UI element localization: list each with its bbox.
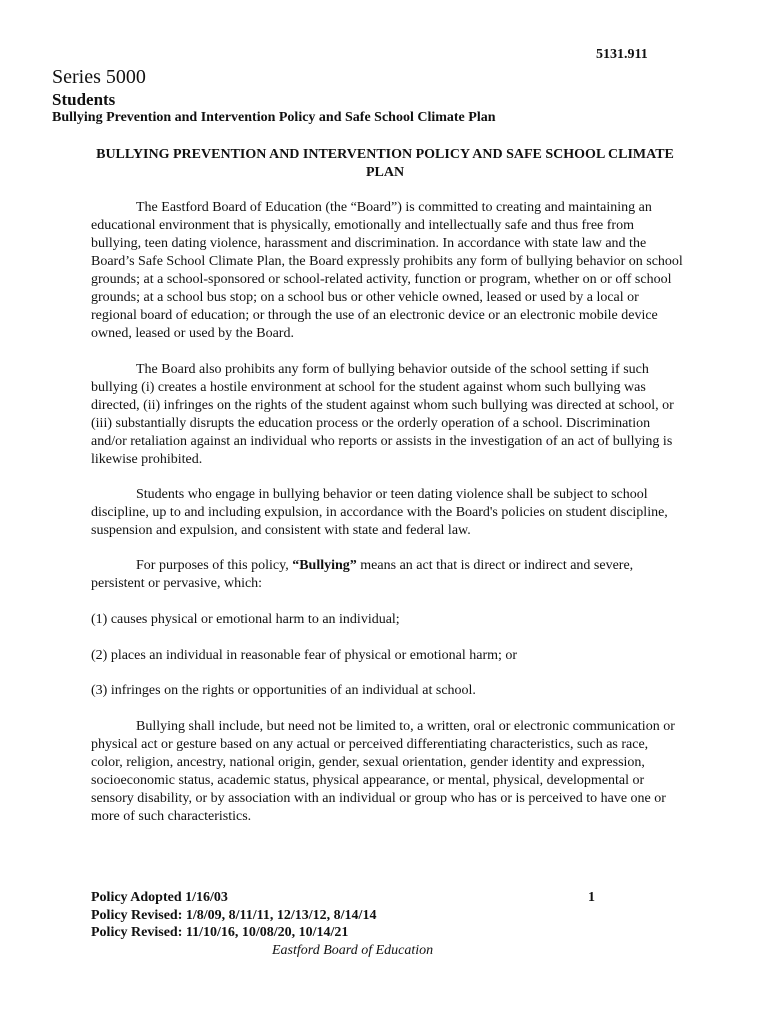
policy-subtitle: Bullying Prevention and Intervention Policy and Safe School Climate Plan — [52, 110, 496, 125]
section-heading: Students — [52, 90, 116, 109]
paragraph-characteristics: Bullying shall include, but need not be limited to, a written, oral or electronic communication or physical act or gesture based on any actual or perceived differentiating characteristics, such as race, color, religion, ancestry, national origin, gender, sexual orientation, gender identity and expression, socioeconomic status, academic status, physical appearance, or mental, physical, developmental or sensory disability, or by association with an individual or group who has or is perceived to have one or more of such characteristics. — [91, 719, 675, 824]
footer-revised-2: Policy Revised: 11/10/16, 10/08/20, 10/14/21 — [91, 925, 349, 940]
paragraph-discipline: Students who engage in bullying behavior or teen dating violence shall be subject to school discipline, up to and including expulsion, in accordance with the Board's policies on student discipline, suspension and expulsion, and consistent with state and federal law. — [91, 487, 668, 538]
footer-organization: Eastford Board of Education — [272, 943, 434, 958]
footer-adopted: Policy Adopted 1/16/03 — [91, 890, 228, 905]
paragraph-outside-school: The Board also prohibits any form of bullying behavior outside of the school setting if such bullying (i) creates a hostile environment at school for the student against whom such bullying was directed, (ii) infringes on the rights of the student against whom such bullying was directed at school, or (iii) substantially disrupts the education process or the orderly operation of a school. Discrimination and/or retaliation against an individual who reports or assists in the investigation of an act of bullying is likewise prohibited. — [91, 362, 674, 467]
page-number: 1 — [588, 890, 595, 905]
footer-revised-1: Policy Revised: 1/8/09, 8/11/11, 12/13/12, 8/14/14 — [91, 908, 377, 923]
definition-item-3: (3) infringes on the rights or opportunities of an individual at school. — [91, 683, 476, 698]
definition-term: “Bullying” — [292, 558, 357, 573]
policy-number: 5131.911 — [596, 47, 648, 62]
definition-rest: means an act that is direct or indirect and severe, persistent or pervasive, which: — [91, 558, 634, 591]
series-heading: Series 5000 — [52, 66, 146, 88]
definition-item-2: (2) places an individual in reasonable fear of physical or emotional harm; or — [91, 648, 518, 663]
definition-item-1: (1) causes physical or emotional harm to an individual; — [91, 612, 400, 627]
definition-intro: For purposes of this policy, — [136, 558, 293, 573]
paragraph-definition — [91, 557, 683, 593]
page-title: BULLYING PREVENTION AND INTERVENTION POLICY AND SAFE SCHOOL CLIMATE PLAN — [96, 147, 674, 180]
paragraph-commitment: The Eastford Board of Education (the “Board”) is committed to creating and maintaining an educational environment that is physically, emotionally and intellectually safe and thus free from bullying, teen dating violence, harassment and discrimination. In accordance with state law and the Board’s Safe School Climate Plan, the Board expressly prohibits any form of bullying behavior on school grounds; at a school-sponsored or school-related activity, function or program, whether on or off school grounds; at a school bus stop; on a school bus or other vehicle owned, leased or used by a local or regional board of education; or through the use of an electronic device or an electronic mobile device owned, leased or used by the Board. — [91, 200, 683, 341]
